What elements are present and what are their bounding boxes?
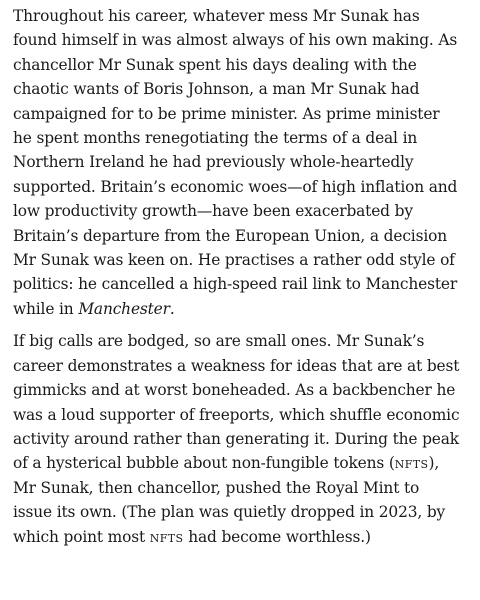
text-line: found himself in was almost always of his own making. As (13, 31, 458, 50)
text-line (13, 525, 472, 549)
text-line: issue its own. (The plan was quietly dropped in 2023, by (13, 503, 446, 522)
text-line: Mr Sunak, then chancellor, pushed the Royal Mint to (13, 478, 420, 497)
text-line: career demonstrates a weakness for ideas that are at best (13, 356, 460, 375)
text-segment: had become worthless.) (183, 527, 371, 546)
text-line: activity around rather than generating it. During the peak (13, 429, 459, 448)
paragraph-1 (13, 4, 472, 321)
text-segment: . (169, 299, 175, 318)
text-line: Throughout his career, whatever mess Mr Sunak has (13, 7, 420, 25)
text-line (13, 297, 472, 321)
text-segment: ), (428, 454, 440, 473)
small-caps-abbreviation: nfts (394, 454, 429, 473)
text-line: politics: he cancelled a high-speed rail link to Manchester (13, 275, 458, 294)
text-line: low productivity growth—have been exacerbated by (13, 202, 413, 221)
text-line: Northern Ireland he had previously whole-heartedly (13, 153, 414, 172)
text-segment: while in (13, 299, 79, 318)
text-segment: which point most (13, 527, 150, 546)
text-line (13, 451, 472, 475)
paragraph-2 (13, 329, 472, 549)
text-line: supported. Britain’s economic woes—of high inflation and (13, 177, 458, 196)
text-line: chaotic wants of Boris Johnson, a man Mr Sunak had (13, 80, 420, 99)
text-line: Mr Sunak was keen on. He practises a rather odd style of (13, 251, 455, 270)
text-line: he spent months renegotiating the terms of a deal in (13, 129, 418, 148)
italic-place-name: Manchester (78, 299, 170, 318)
text-line: campaigned for to be prime minister. As prime minister (13, 104, 440, 123)
text-line: gimmicks and at worst boneheaded. As a backbencher he (13, 381, 456, 400)
text-line: was a loud supporter of freeports, which shuffle economic (13, 405, 460, 424)
text-line: chancellor Mr Sunak spent his days dealing with the (13, 55, 417, 74)
small-caps-abbreviation: nfts (149, 527, 184, 546)
text-line: Britain’s departure from the European Union, a decision (13, 226, 447, 245)
text-line: If big calls are bodged, so are small ones. Mr Sunak’s (13, 332, 425, 351)
text-segment: of a hysterical bubble about non-fungible tokens ( (13, 454, 395, 473)
